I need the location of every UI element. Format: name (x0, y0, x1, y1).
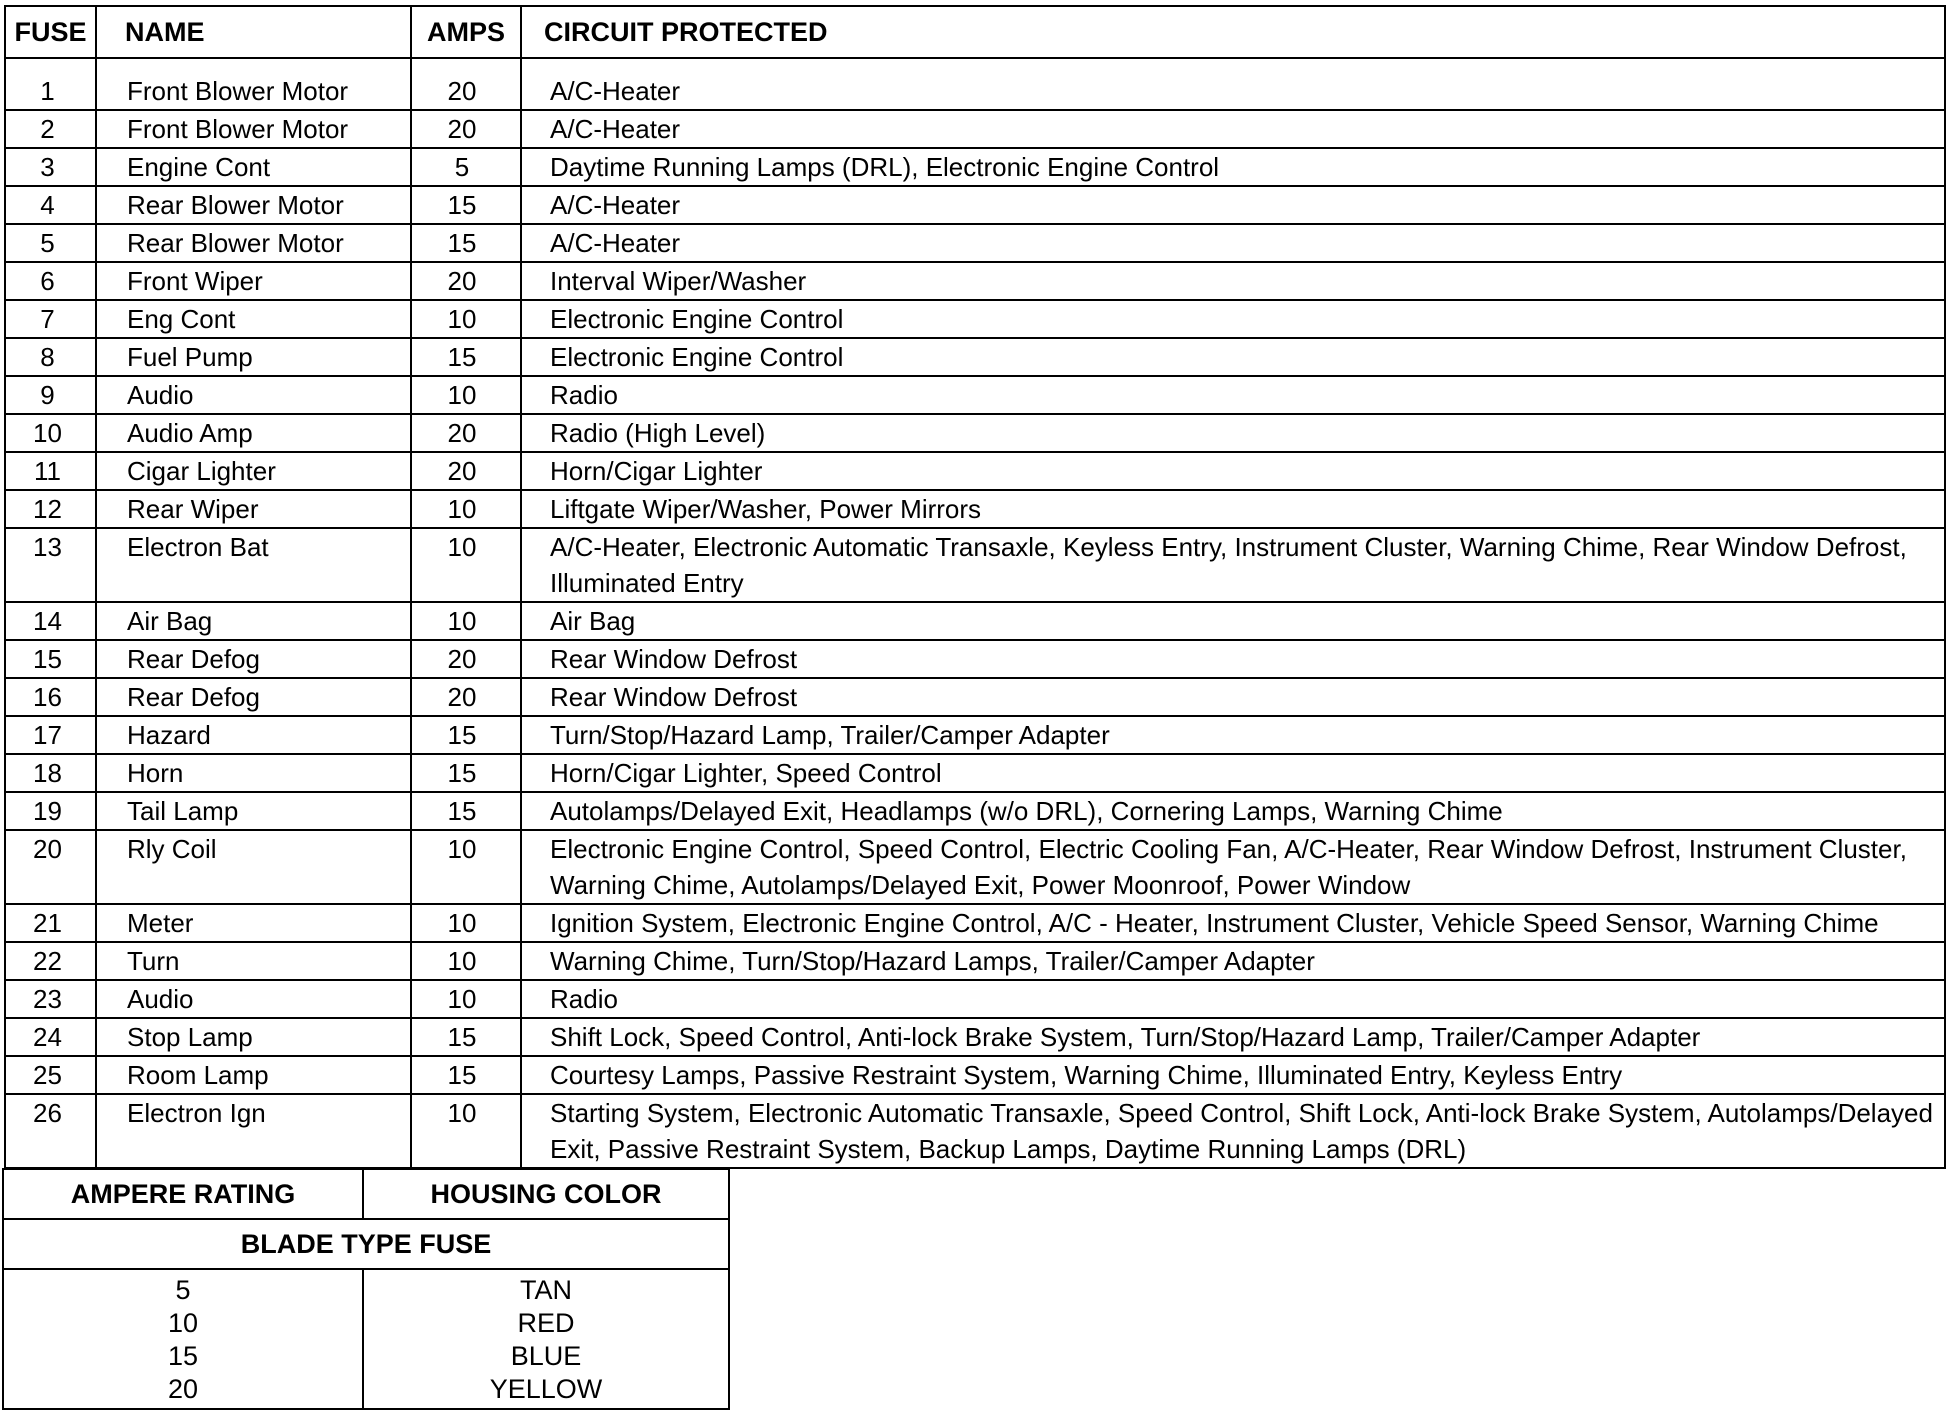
amps-cell: 15 (411, 754, 521, 792)
circuit-protected-cell: Electronic Engine Control, Speed Control, Electric Cooling Fan, A/C-Heater, Rear Window Defrost, Instrument Cluster, Warning Chime, Autolamps/Delayed Exit, Power Moonroof, Power Window (521, 830, 1945, 904)
housing-color-value: RED (517, 1308, 575, 1338)
circuit-protected-cell: Autolamps/Delayed Exit, Headlamps (w/o DRL), Cornering Lamps, Warning Chime (521, 792, 1945, 830)
amps-cell: 10 (411, 1094, 521, 1168)
circuit-protected-cell: A/C-Heater (521, 58, 1945, 110)
fuse-number-cell: 26 (5, 1094, 96, 1168)
table-row (5, 942, 1945, 980)
amps-cell: 10 (411, 942, 521, 980)
fuse-number-cell: 7 (5, 300, 96, 338)
column-header-housing-color: HOUSING COLOR (363, 1169, 729, 1219)
table-row (5, 1094, 1945, 1168)
fuse-name-cell: Horn (96, 754, 411, 792)
fuse-name-cell: Front Blower Motor (96, 58, 411, 110)
fuse-name-cell: Rear Blower Motor (96, 186, 411, 224)
fuse-name-cell: Electron Bat (96, 528, 411, 602)
amps-cell: 10 (411, 830, 521, 904)
ampere-rating-value: 20 (167, 1374, 199, 1404)
table-row (5, 148, 1945, 186)
fuse-name-cell: Room Lamp (96, 1056, 411, 1094)
housing-color-value: TAN (520, 1275, 572, 1305)
fuse-number-cell: 22 (5, 942, 96, 980)
circuit-protected-cell: Starting System, Electronic Automatic Transaxle, Speed Control, Shift Lock, Anti-lock Brake System, Autolamps/Delayed Exit, Passive Restraint System, Backup Lamps, Daytime Running Lamps (DRL) (521, 1094, 1945, 1168)
fuse-name-cell: Stop Lamp (96, 1018, 411, 1056)
fuse-number-cell: 23 (5, 980, 96, 1018)
table-row (5, 186, 1945, 224)
fuse-number-cell: 13 (5, 528, 96, 602)
table-row (5, 528, 1945, 602)
fuse-name-cell: Turn (96, 942, 411, 980)
amps-cell: 20 (411, 452, 521, 490)
column-header-ampere-rating: AMPERE RATING (3, 1169, 363, 1219)
amps-cell: 5 (411, 148, 521, 186)
circuit-protected-cell: Rear Window Defrost (521, 640, 1945, 678)
table-row (5, 414, 1945, 452)
table-row (5, 678, 1945, 716)
fuse-name-cell: Rear Blower Motor (96, 224, 411, 262)
fuse-number-cell: 4 (5, 186, 96, 224)
amps-cell: 20 (411, 640, 521, 678)
fuse-name-cell: Meter (96, 904, 411, 942)
circuit-protected-cell: Air Bag (521, 602, 1945, 640)
amps-cell: 15 (411, 186, 521, 224)
amps-cell: 10 (411, 602, 521, 640)
table-row (5, 110, 1945, 148)
amps-cell: 20 (411, 678, 521, 716)
fuse-name-cell: Hazard (96, 716, 411, 754)
amps-cell: 10 (411, 980, 521, 1018)
table-row (5, 640, 1945, 678)
amps-cell: 20 (411, 110, 521, 148)
table-row (5, 338, 1945, 376)
circuit-protected-cell: Horn/Cigar Lighter, Speed Control (521, 754, 1945, 792)
table-row (5, 262, 1945, 300)
table-row (5, 58, 1945, 110)
fuse-name-cell: Audio Amp (96, 414, 411, 452)
fuse-number-cell: 20 (5, 830, 96, 904)
housing-color-value: YELLOW (489, 1374, 603, 1404)
fuse-name-cell: Rear Wiper (96, 490, 411, 528)
table-row (5, 602, 1945, 640)
amps-cell: 15 (411, 224, 521, 262)
fuse-name-cell: Rly Coil (96, 830, 411, 904)
fuse-table-body (5, 58, 1945, 1168)
fuse-name-cell: Fuel Pump (96, 338, 411, 376)
circuit-protected-cell: Interval Wiper/Washer (521, 262, 1945, 300)
amps-cell: 10 (411, 300, 521, 338)
fuse-number-cell: 18 (5, 754, 96, 792)
housing-color-list (363, 1269, 729, 1409)
circuit-protected-cell: Radio (521, 980, 1945, 1018)
fuse-table (4, 5, 1946, 1169)
circuit-protected-cell: A/C-Heater, Electronic Automatic Transaxle, Keyless Entry, Instrument Cluster, Warning Chime, Rear Window Defrost, Illuminated Entry (521, 528, 1945, 602)
amps-cell: 10 (411, 490, 521, 528)
circuit-protected-cell: Warning Chime, Turn/Stop/Hazard Lamps, Trailer/Camper Adapter (521, 942, 1945, 980)
fuse-number-cell: 6 (5, 262, 96, 300)
table-row (5, 1056, 1945, 1094)
amps-cell: 20 (411, 58, 521, 110)
fuse-number-cell: 21 (5, 904, 96, 942)
amps-cell: 15 (411, 716, 521, 754)
amps-cell: 10 (411, 528, 521, 602)
fuse-name-cell: Rear Defog (96, 678, 411, 716)
table-row (5, 716, 1945, 754)
circuit-protected-cell: Rear Window Defrost (521, 678, 1945, 716)
circuit-protected-cell: Radio (521, 376, 1945, 414)
table-row (5, 792, 1945, 830)
circuit-protected-cell: Turn/Stop/Hazard Lamp, Trailer/Camper Adapter (521, 716, 1945, 754)
housing-color-value: BLUE (510, 1341, 582, 1371)
fuse-number-cell: 11 (5, 452, 96, 490)
fuse-number-cell: 10 (5, 414, 96, 452)
circuit-protected-cell: Liftgate Wiper/Washer, Power Mirrors (521, 490, 1945, 528)
table-row (5, 1018, 1945, 1056)
circuit-protected-cell: Daytime Running Lamps (DRL), Electronic Engine Control (521, 148, 1945, 186)
circuit-protected-cell: Courtesy Lamps, Passive Restraint System, Warning Chime, Illuminated Entry, Keyless Entry (521, 1056, 1945, 1094)
ampere-rating-value: 15 (167, 1341, 199, 1371)
fuse-number-cell: 25 (5, 1056, 96, 1094)
fuse-number-cell: 12 (5, 490, 96, 528)
circuit-protected-cell: Shift Lock, Speed Control, Anti-lock Brake System, Turn/Stop/Hazard Lamp, Trailer/Camper Adapter (521, 1018, 1945, 1056)
table-row (5, 300, 1945, 338)
fuse-name-cell: Air Bag (96, 602, 411, 640)
amps-cell: 15 (411, 1018, 521, 1056)
circuit-protected-cell: A/C-Heater (521, 186, 1945, 224)
circuit-protected-cell: Radio (High Level) (521, 414, 1945, 452)
table-row (5, 452, 1945, 490)
fuse-number-cell: 16 (5, 678, 96, 716)
amps-cell: 15 (411, 1056, 521, 1094)
fuse-name-cell: Front Wiper (96, 262, 411, 300)
fuse-number-cell: 19 (5, 792, 96, 830)
fuse-number-cell: 17 (5, 716, 96, 754)
amps-cell: 15 (411, 338, 521, 376)
fuse-number-cell: 8 (5, 338, 96, 376)
fuse-name-cell: Eng Cont (96, 300, 411, 338)
color-table-header-row (3, 1169, 729, 1219)
column-header-circuit-protected: CIRCUIT PROTECTED (521, 6, 1945, 58)
table-row (5, 490, 1945, 528)
ampere-rating-list (3, 1269, 363, 1409)
amps-cell: 10 (411, 376, 521, 414)
fuse-number-cell: 15 (5, 640, 96, 678)
fuse-name-cell: Front Blower Motor (96, 110, 411, 148)
circuit-protected-cell: A/C-Heater (521, 224, 1945, 262)
circuit-protected-cell: Electronic Engine Control (521, 300, 1945, 338)
blade-type-fuse-heading: BLADE TYPE FUSE (3, 1219, 729, 1269)
fuse-name-cell: Tail Lamp (96, 792, 411, 830)
column-header-fuse: FUSE (5, 6, 96, 58)
fuse-number-cell: 5 (5, 224, 96, 262)
fuse-name-cell: Audio (96, 980, 411, 1018)
column-header-name: NAME (96, 6, 411, 58)
fuse-table-header-row (5, 6, 1945, 58)
ampere-rating-value: 5 (175, 1275, 191, 1305)
color-table-body-row (3, 1269, 729, 1409)
fuse-number-cell: 14 (5, 602, 96, 640)
housing-color-table (2, 1168, 730, 1410)
fuse-number-cell: 2 (5, 110, 96, 148)
table-row (5, 904, 1945, 942)
amps-cell: 10 (411, 904, 521, 942)
fuse-name-cell: Electron Ign (96, 1094, 411, 1168)
table-row (5, 980, 1945, 1018)
fuse-number-cell: 3 (5, 148, 96, 186)
circuit-protected-cell: Horn/Cigar Lighter (521, 452, 1945, 490)
fuse-number-cell: 24 (5, 1018, 96, 1056)
column-header-amps: AMPS (411, 6, 521, 58)
table-row (5, 224, 1945, 262)
fuse-number-cell: 9 (5, 376, 96, 414)
circuit-protected-cell: Electronic Engine Control (521, 338, 1945, 376)
fuse-name-cell: Cigar Lighter (96, 452, 411, 490)
fuse-name-cell: Rear Defog (96, 640, 411, 678)
amps-cell: 15 (411, 792, 521, 830)
amps-cell: 20 (411, 414, 521, 452)
amps-cell: 20 (411, 262, 521, 300)
table-row (5, 830, 1945, 904)
color-table-subheader-row (3, 1219, 729, 1269)
table-row (5, 754, 1945, 792)
table-row (5, 376, 1945, 414)
circuit-protected-cell: A/C-Heater (521, 110, 1945, 148)
fuse-number-cell: 1 (5, 58, 96, 110)
fuse-name-cell: Audio (96, 376, 411, 414)
ampere-rating-value: 10 (167, 1308, 199, 1338)
fuse-name-cell: Engine Cont (96, 148, 411, 186)
circuit-protected-cell: Ignition System, Electronic Engine Control, A/C - Heater, Instrument Cluster, Vehicle Speed Sensor, Warning Chime (521, 904, 1945, 942)
